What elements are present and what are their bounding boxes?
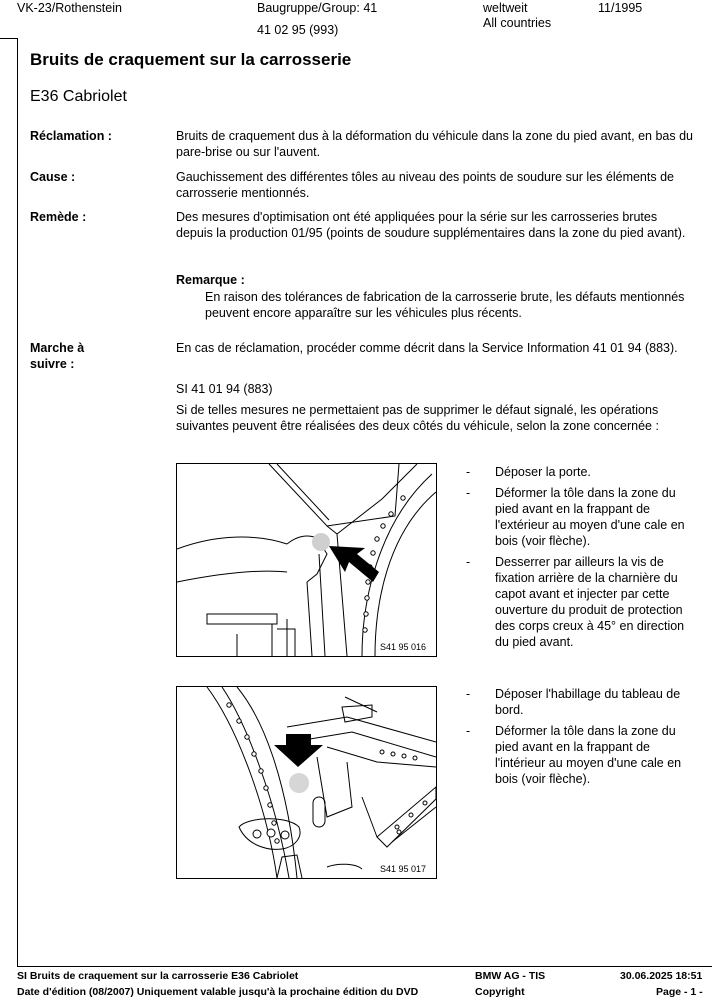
header-group-label: Baugruppe/Group: 41 — [257, 1, 378, 15]
procedure-text: En cas de réclamation, procéder comme décrit dans la Service Information 41 01 94 (883). — [176, 341, 678, 355]
complaint-text: Bruits de craquement dus à la déformation du véhicule dans la zone du pied avant, en bas du pare-brise ou sur l'auvent. — [176, 129, 694, 159]
remedy-text: Des mesures d'optimisation ont été appliquées pour la série sur les carrosseries brutes depuis la production 01/95 (points de soudure supplémentaires dans la zone du pied avant). — [176, 210, 686, 240]
header-date: 11/1995 — [598, 1, 643, 15]
footer-copyright: Copyright — [475, 986, 525, 998]
figure-1-step: - Desserrer par ailleurs la vis de fixation arrière de la charnière du capot avant et injecter par cette ouverture du produit de protection des corps creux à 45° en direction du pied avant. — [466, 555, 685, 649]
procedure-label-line1: Marche à — [30, 341, 85, 355]
figure-1-step: - Déformer la tôle dans la zone du pied avant en la frappant de l'extérieur au moyen d'une cale en bois (voir flèche). — [466, 486, 685, 548]
figure-front-pillar-exterior — [176, 463, 437, 657]
footer-page-number: Page - 1 - — [656, 986, 703, 998]
procedure-reference: SI 41 01 94 (883) — [176, 382, 273, 396]
header-region-de: weltweit — [483, 1, 528, 15]
figure-front-pillar-exterior-code: S41 95 016 — [379, 642, 426, 652]
complaint-label: Réclamation : — [30, 129, 112, 143]
footer-timestamp: 30.06.2025 18:51 — [620, 970, 703, 982]
figure-1-step: - Déposer la porte. — [466, 465, 591, 479]
footer-edition: Date d'édition (08/2007) Uniquement valable jusqu'à la prochaine édition du DVD — [17, 986, 419, 998]
cause-label: Cause : — [30, 170, 76, 184]
header-corner-rule — [0, 38, 17, 39]
header-origin: VK-23/Rothenstein — [17, 1, 122, 15]
remark-text: En raison des tolérances de fabrication de la carrosserie brute, les défauts mentionnés peuvent encore apparaître sur les véhicules plus récents. — [205, 290, 685, 320]
header-region-en: All countries — [483, 16, 552, 30]
figure-2-step: - Déposer l'habillage du tableau de bord. — [466, 687, 681, 717]
figure-2-step: - Déformer la tôle dans la zone du pied avant en la frappant de l'intérieur au moyen d'une cale en bois (voir flèche). — [466, 724, 682, 786]
remark-label: Remarque : — [176, 273, 245, 287]
figure-1-steps — [466, 464, 696, 655]
footer-doc-title: SI Bruits de craquement sur la carrosserie E36 Cabriolet — [17, 970, 299, 982]
page-margin-rule — [17, 38, 18, 967]
footer-company: BMW AG - TIS — [475, 970, 546, 982]
model-subtitle: E36 Cabriolet — [30, 88, 127, 105]
figure-front-pillar-exterior-drawing — [177, 464, 436, 656]
procedure-label-line2: suivre : — [30, 357, 75, 371]
procedure-continuation: Si de telles mesures ne permettaient pas de supprimer le défaut signalé, les opérations suivantes peuvent être réalisées des deux côtés du véhicule, selon la zone concernée : — [176, 403, 659, 433]
figure-front-pillar-interior-code: S41 95 017 — [379, 864, 426, 874]
cause-text: Gauchissement des différentes tôles au niveau des points de soudure sur les éléments de carrosserie mentionnés. — [176, 170, 674, 200]
remedy-label: Remède : — [30, 210, 87, 224]
header-group-number: 41 02 95 (993) — [257, 23, 339, 37]
footer-rule — [17, 966, 712, 967]
figure-front-pillar-interior-drawing — [177, 687, 436, 878]
figure-2-steps — [466, 686, 696, 792]
figure-front-pillar-interior — [176, 686, 437, 879]
page-title: Bruits de craquement sur la carrosserie — [30, 50, 352, 69]
